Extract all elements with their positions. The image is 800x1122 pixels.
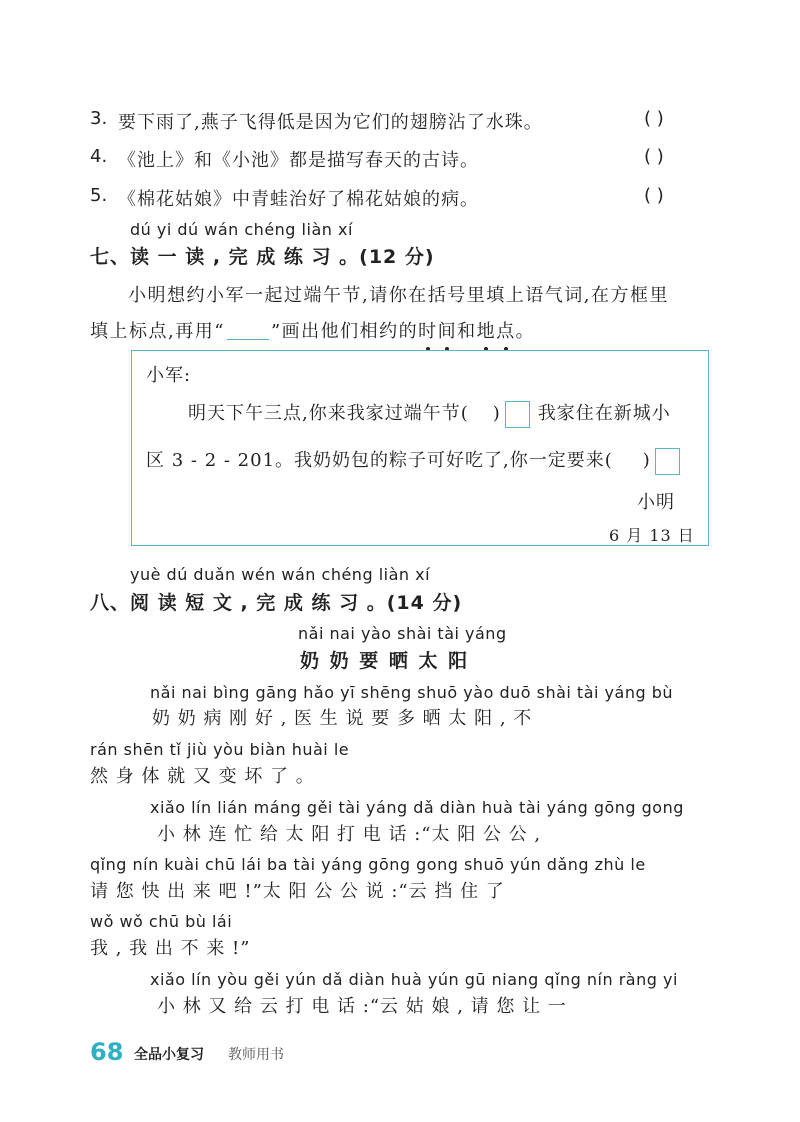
punctuation-box-1[interactable] <box>505 401 530 428</box>
item-5-text: 《棉花姑娘》中青蛙治好了棉花姑娘的病。 <box>118 189 479 210</box>
book-title: 全品小复习 <box>134 1047 204 1063</box>
underline-sample <box>227 325 269 340</box>
story-line5-text: 我 , 我 出 不 来 !” <box>90 938 251 959</box>
letter-line1-c: 我家住在新城小 <box>537 403 671 424</box>
story-line3-text: 小 林 连 忙 给 太 阳 打 电 话 :“太 阳 公 公 , <box>157 824 542 845</box>
letter-line2 <box>146 446 680 475</box>
instruction-end: 。 <box>515 321 536 342</box>
letter-date: 6 月 13 日 <box>609 526 695 545</box>
emphasis-char: 地 <box>477 317 497 343</box>
item-3-text: 要下雨了,燕子飞得低是因为它们的翅膀沾了水珠。 <box>118 112 543 133</box>
instruction-and: 和 <box>457 321 477 342</box>
item-3-answer-paren[interactable]: ( ) <box>644 108 664 129</box>
section8-pinyin: yuè dú duǎn wén wán chéng liàn xí <box>130 565 431 584</box>
emphasis-char: 间 <box>438 317 458 343</box>
story-line4-text: 请 您 快 出 来 吧 !”太 阳 公 公 说 :“云 挡 住 了 <box>90 881 505 902</box>
story-line2-pinyin: rán shēn tǐ jiù yòu biàn huài le <box>90 740 350 759</box>
story-line1-text: 奶 奶 病 刚 好 , 医 生 说 要 多 晒 太 阳 , 不 <box>152 708 533 729</box>
story-line3-pinyin: xiǎo lín lián máng gěi tài yáng dǎ diàn huà tài yáng gōng gong <box>150 798 684 817</box>
instruction-text-a: 填上标点,再用“ <box>90 321 225 342</box>
section7-instruction-line1: 小明想约小军一起过端午节,请你在括号里填上语气词,在方框里 <box>128 285 669 306</box>
section7-instruction-line2 <box>90 317 535 343</box>
story-line6-pinyin: xiǎo lín yòu gěi yún dǎ diàn huà yún gū niang qǐng nín ràng yi <box>150 970 678 989</box>
item-4-number: 4. <box>90 146 108 167</box>
item-4-answer-paren[interactable]: ( ) <box>644 146 664 167</box>
story-line5-pinyin: wǒ wǒ chū bù lái <box>90 912 233 931</box>
letter-line2-a: 区 3 - 2 - 201。我奶奶包的粽子可好吃了,你一定要来( <box>146 450 613 471</box>
item-5-answer-paren[interactable]: ( ) <box>644 185 664 206</box>
letter-line1-a: 明天下午三点,你来我家过端午节( <box>188 403 469 424</box>
book-subtitle: 教师用书 <box>228 1047 284 1063</box>
letter-line1-b: ) <box>492 403 501 424</box>
letter-line2-b: ) <box>642 450 651 471</box>
instruction-text-b: ”画出他们相约的 <box>270 321 419 342</box>
punctuation-box-2[interactable] <box>655 448 680 475</box>
letter-salutation: 小军: <box>146 365 192 386</box>
item-3-number: 3. <box>90 108 108 129</box>
story-line2-text: 然 身 体 就 又 变 坏 了 。 <box>90 766 315 787</box>
section7-title: 七、读 一 读 , 完 成 练 习 。(12 分) <box>90 246 435 268</box>
story-title-pinyin: nǎi nai yào shài tài yáng <box>298 624 507 643</box>
story-line6-text: 小 林 又 给 云 打 电 话 :“云 姑 娘 , 请 您 让 一 <box>157 996 567 1017</box>
emphasis-char: 时 <box>418 317 438 343</box>
item-4-text: 《池上》和《小池》都是描写春天的古诗。 <box>118 150 479 171</box>
section7-pinyin: dú yi dú wán chéng liàn xí <box>130 220 353 239</box>
item-5-number: 5. <box>90 185 108 206</box>
section8-title: 八、阅 读 短 文 , 完 成 练 习 。(14 分) <box>90 592 463 614</box>
letter-line1 <box>188 399 671 428</box>
emphasis-char: 点 <box>496 317 516 343</box>
page-number: 68 <box>90 1038 124 1066</box>
letter-box <box>131 350 709 546</box>
story-line1-pinyin: nǎi nai bìng gāng hǎo yī shēng shuō yào duō shài tài yáng bù <box>150 683 673 702</box>
story-line4-pinyin: qǐng nín kuài chū lái ba tài yáng gōng gong shuō yún dǎng zhù le <box>90 855 646 874</box>
letter-signature: 小明 <box>637 492 675 513</box>
story-title: 奶 奶 要 晒 太 阳 <box>300 650 470 672</box>
